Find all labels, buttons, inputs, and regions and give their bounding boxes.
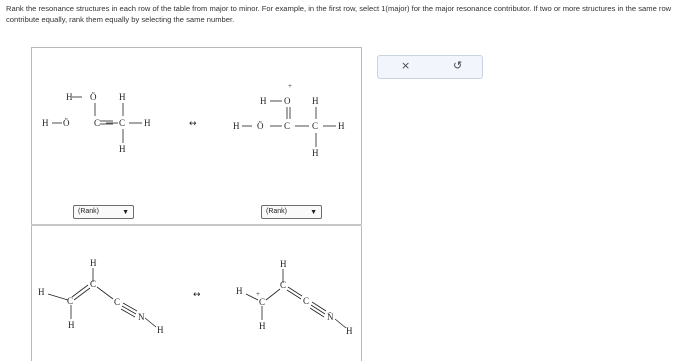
atom-c: C: [94, 118, 101, 128]
atom-c: C: [114, 297, 121, 307]
atom-h: H: [312, 148, 319, 158]
atom-h: H: [119, 144, 126, 154]
atom-h: H: [259, 321, 266, 331]
atom-n: N̈: [327, 312, 334, 322]
atom-o: O: [284, 96, 291, 106]
formal-charge-plus: +: [288, 82, 292, 90]
atom-h: H: [233, 121, 240, 131]
atom-c: C: [259, 297, 266, 307]
atom-c: C: [67, 296, 74, 306]
resonance-arrow: ↔: [193, 290, 201, 300]
atom-h: H: [260, 96, 267, 106]
formal-charge-plus: +: [256, 290, 260, 298]
chevron-down-icon: ▼: [122, 209, 129, 216]
undo-icon[interactable]: ↺: [453, 59, 463, 72]
row2-structure2: [232, 256, 362, 336]
row2-structure1: [34, 255, 174, 335]
rank-dropdown-row1-structure1[interactable]: [73, 205, 134, 219]
atom-c: C: [312, 121, 319, 131]
atom-h: H: [338, 121, 345, 131]
row2-structure2-bonds: [232, 256, 362, 336]
atom-o: Ö: [257, 121, 264, 131]
atom-h: H: [157, 325, 164, 335]
atom-h: H: [144, 118, 151, 128]
atom-h: H: [38, 287, 45, 297]
atom-h: H: [66, 92, 73, 102]
atom-h: H: [42, 118, 49, 128]
row1-structure1: [38, 88, 168, 158]
atom-h: H: [119, 92, 126, 102]
atom-h: H: [346, 326, 353, 336]
row-divider: [31, 224, 362, 226]
atom-c: C: [119, 118, 126, 128]
atom-o: Ö: [90, 92, 97, 102]
clear-icon[interactable]: ×: [401, 59, 411, 72]
atom-c: C: [280, 280, 287, 290]
chevron-down-icon: ▼: [310, 209, 317, 216]
rank-dropdown-label: (Rank): [266, 208, 288, 215]
row2-structure1-bonds: [34, 255, 174, 335]
atom-h: H: [280, 259, 287, 269]
rank-dropdown-label: (Rank): [78, 208, 100, 215]
atom-n: N: [138, 312, 145, 322]
atom-h: H: [236, 286, 243, 296]
atom-h: H: [68, 320, 75, 330]
instructions-text: Rank the resonance structures in each row of the table from major to minor. For example, in the first row, select 1(major) for the major resonance contributor. If two or more structures in the same row contribute equally, rank them equally by selecting the same number.: [6, 4, 672, 24]
atom-o: Ö: [63, 118, 70, 128]
atom-c: C: [90, 279, 97, 289]
rank-dropdown-row1-structure2[interactable]: [261, 205, 322, 219]
atom-c: C: [284, 121, 291, 131]
atom-h: H: [312, 96, 319, 106]
answer-toolbar: [377, 55, 483, 79]
atom-c: C: [303, 296, 310, 306]
row1-structure2: [232, 82, 362, 166]
resonance-arrow: ↔: [189, 119, 197, 129]
atom-h: H: [90, 258, 97, 268]
